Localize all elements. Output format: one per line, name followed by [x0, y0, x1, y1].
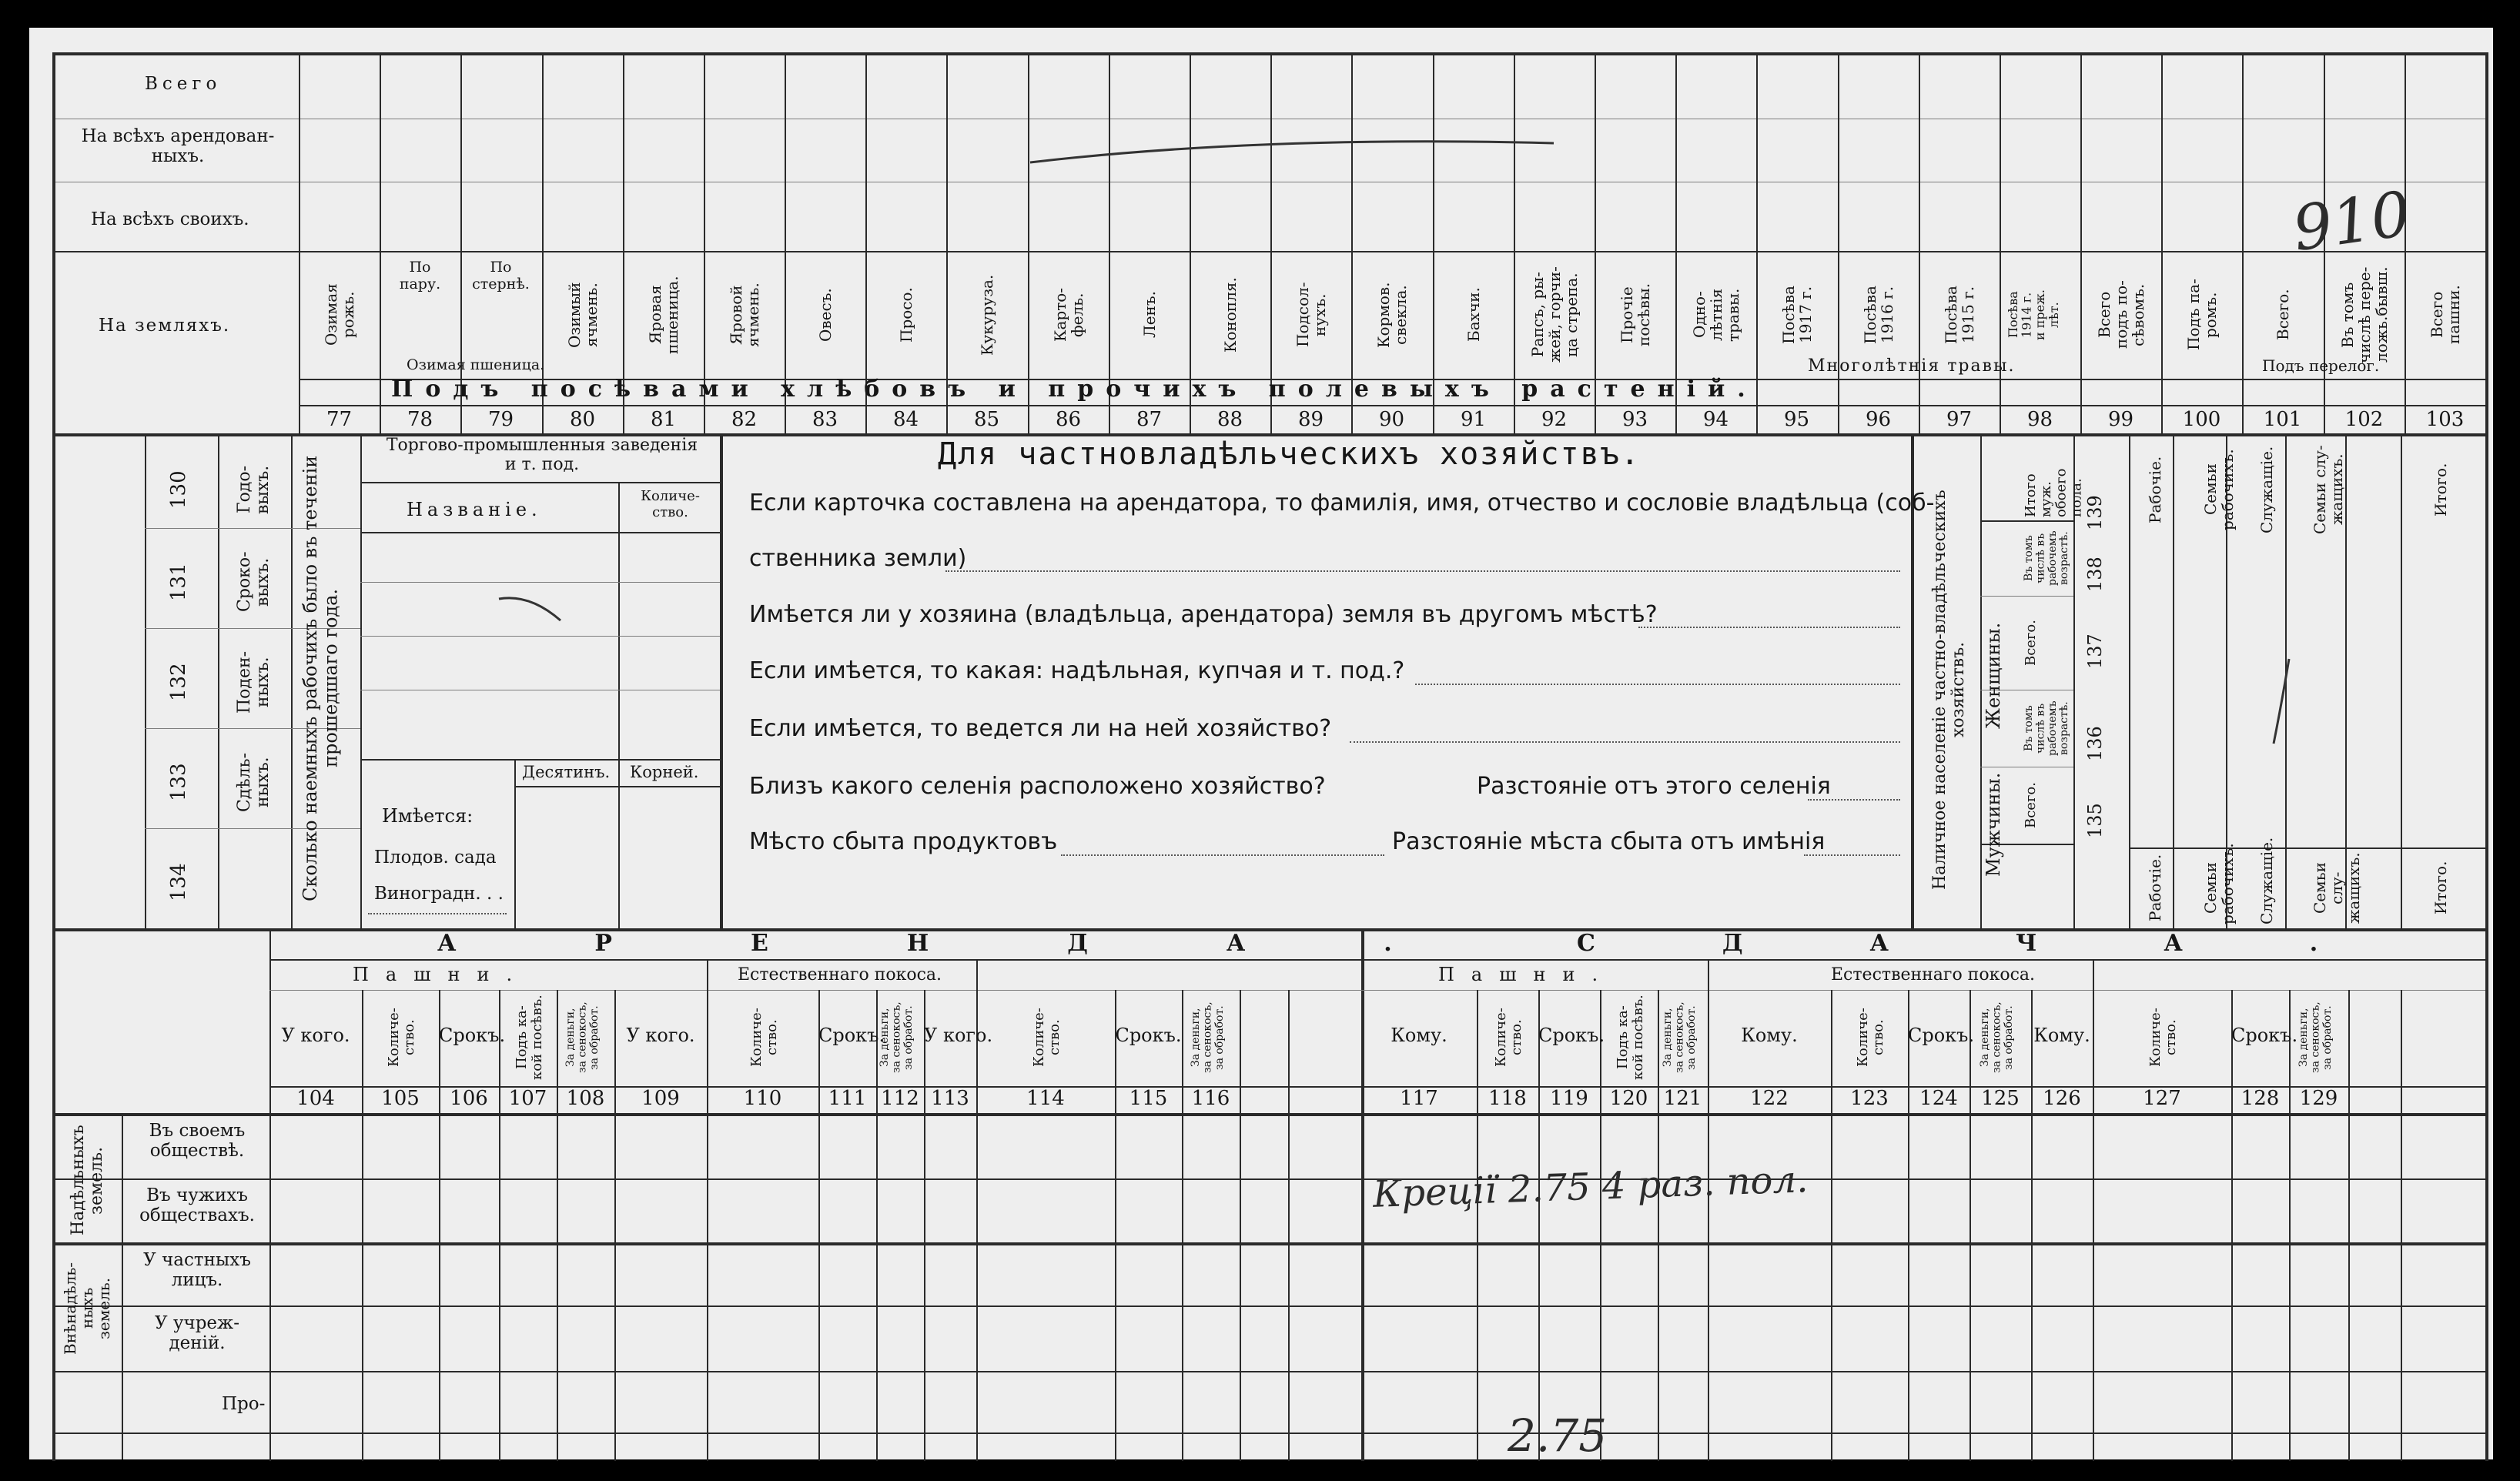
q5-distance: Разстояніе отъ этого селенія [1477, 773, 1831, 800]
staff-col-footer: Служащіе. [2257, 837, 2276, 924]
perennial-grass-header: Многолѣтнія травы. [1808, 356, 2016, 376]
column-number: 78 [407, 408, 433, 431]
crop-header-9: Кукуруза. [978, 274, 996, 356]
arenda-pashni: Пашни. [353, 964, 530, 985]
lease-col-header: Количе- ство. [1493, 1008, 1524, 1068]
column-number: 81 [650, 408, 677, 431]
column-number: 86 [1055, 408, 1082, 431]
column-number: 84 [892, 408, 919, 431]
hired-col-number: 133 [167, 763, 190, 801]
column-number: 100 [2182, 408, 2221, 431]
column-number: 79 [487, 408, 514, 431]
handwritten-entry: Креції 2.75 4 раз. пол. [1372, 1158, 1809, 1216]
staff-col-footer: Итого. [2431, 861, 2450, 915]
column-number: 99 [2107, 408, 2134, 431]
q5-village: Близъ какого селенія расположено хозяйство? [749, 773, 1326, 800]
crop-header-22: Посѣва 1914 г. и преж. лѣт. [2006, 289, 2061, 340]
lease-col-header: Количе- ство. [2147, 1008, 2179, 1068]
column-number: 102 [2344, 408, 2384, 431]
population-col-number: 135 [2084, 803, 2106, 838]
q6-distance: Разстояніе мѣста сбыта отъ имѣнія [1392, 828, 1826, 855]
lease-col-header: Количе- ство. [748, 1008, 780, 1068]
row-label-leased: На всѣхъ арендован- ныхъ. [81, 126, 275, 166]
lease-col-header: У кого. [626, 1025, 695, 1046]
lease-col-header: Подъ ка- кой посѣвъ. [514, 995, 545, 1081]
staff-col-header: Служащіе. [2257, 446, 2276, 533]
lease-col-header: Кому. [1391, 1025, 1447, 1046]
column-number: 90 [1378, 408, 1405, 431]
lease-col-number: 124 [1919, 1087, 1958, 1110]
crop-header-18: Одно- лѣтнія травы. [1690, 288, 1742, 342]
crop-header-13: Подсол- нухъ. [1293, 282, 1329, 348]
orchard-label: Плодов. сада [374, 847, 497, 868]
hired-col-label: Годо- выхъ. [235, 465, 273, 514]
sown-band: Подъ посѣвами хлѣбовъ и прочихъ полевыхъ растеній. [391, 376, 1758, 403]
row-other: Про- [222, 1394, 266, 1414]
women-label: Женщины. [1983, 622, 2004, 730]
hired-col-number: 131 [167, 563, 190, 601]
trade-title: Торгово-промышленныя заведенія и т. под. [386, 436, 698, 474]
column-number: 98 [2026, 408, 2053, 431]
population-col-number: 138 [2084, 557, 2106, 592]
crop-header-16: Рапсъ, ры- жей, горчи- ца стрепа. [1528, 266, 1581, 363]
q6-market: Мѣсто сбыта продуктовъ [749, 828, 1058, 855]
column-number: 88 [1216, 408, 1243, 431]
lease-col-number: 127 [2143, 1087, 2181, 1110]
crop-header-19: Посѣва 1917 г. [1779, 286, 1815, 344]
lease-col-header: За деньги, за сенокосъ, за обработ. [1190, 1001, 1226, 1074]
lease-col-number: 119 [1550, 1087, 1588, 1110]
crop-header-10: Карто- фель. [1051, 287, 1086, 343]
hired-col-number: 132 [167, 663, 190, 701]
column-number: 87 [1136, 408, 1163, 431]
column-number: 92 [1541, 408, 1568, 431]
sdacha-pokos: Естественнаго покоса. [1831, 965, 2036, 985]
crop-header-5: Яровая пшеница. [646, 276, 681, 354]
lease-col-number: 108 [566, 1087, 605, 1110]
lease-col-number: 125 [1981, 1087, 2020, 1110]
census-card [29, 28, 2493, 1462]
column-number: 103 [2425, 408, 2465, 431]
row-own-society: Въ своемъ обществѣ. [149, 1121, 246, 1161]
arenda-pokos: Естественнаго покоса. [738, 965, 942, 985]
handwritten-total: 2.75 [1508, 1409, 1608, 1462]
lease-col-header: За деньги, за сенокосъ, за обработ. [564, 1001, 601, 1074]
crop-header-8: Просо. [897, 287, 915, 343]
column-number: 91 [1460, 408, 1487, 431]
hired-col-label: Сдѣль- ныхъ. [235, 752, 273, 812]
hired-workers-caption: Сколько наемныхъ рабочихъ было въ теченіи прошедшаго года. [300, 455, 342, 901]
staff-col-header: Семьи рабочихъ. [2201, 449, 2237, 530]
lease-col-number: 104 [296, 1087, 335, 1110]
lease-col-header: За деньги, за сенокосъ, за обработ. [2297, 1001, 2334, 1074]
lease-col-header: Срокъ. [2231, 1025, 2298, 1046]
crop-header-3: По стернѣ. [472, 259, 530, 293]
pen-strokes [29, 28, 2493, 1459]
vineyard-label: Виноградн. . . [374, 884, 504, 904]
has-label: Имѣется: [382, 805, 474, 827]
population-subheader: Въ томъ числѣ въ рабочемъ возрастѣ. [2023, 530, 2071, 586]
column-number: 85 [973, 408, 1000, 431]
staff-col-footer: Рабочіе. [2146, 854, 2164, 922]
arenda-header: АРЕНДА. [437, 930, 1531, 957]
row-label-on-lands: На земляхъ. [99, 316, 231, 336]
staff-col-footer: Семьи рабочихъ. [2201, 843, 2237, 924]
column-number: 93 [1621, 408, 1648, 431]
lease-col-header: Срокъ. [1115, 1025, 1182, 1046]
lease-col-header: Срокъ. [1908, 1025, 1975, 1046]
crop-header-26: Въ томъ числѣ пере- ложь.бывш. [2338, 266, 2391, 363]
column-number: 80 [569, 408, 596, 431]
crop-header-17: Прочіе посѣвы. [1618, 282, 1653, 347]
column-number: 101 [2263, 408, 2302, 431]
lease-col-header: За деньги, за сенокосъ, за обработ. [878, 1001, 915, 1074]
crop-header-2: По пару. [399, 259, 441, 293]
column-number: 94 [1702, 408, 1729, 431]
lease-col-header: Количе- ство. [386, 1008, 417, 1068]
korney-header: Корней. [630, 763, 699, 781]
population-caption: Наличное населеніе частно-владѣльческихъ хозяйствъ. [1930, 490, 1969, 890]
lease-col-header: Срокъ. [1538, 1025, 1605, 1046]
lease-col-header: За деньги, за сенокосъ, за обработ. [1979, 1001, 2015, 1074]
lease-col-number: 116 [1191, 1087, 1230, 1110]
q3-land-type: Если имѣется, то какая: надѣльная, купчая и т. под.? [749, 657, 1405, 684]
hired-col-label: Поден- ныхъ. [235, 650, 273, 714]
row-other-societies: Въ чужихъ обществахъ. [139, 1185, 255, 1225]
crop-header-7: Овесъ. [816, 288, 835, 342]
lease-col-number: 129 [2299, 1087, 2338, 1110]
staff-col-header: Семьи слу- жащихъ. [2311, 445, 2346, 534]
crop-header-14: Кормов. свекла. [1374, 282, 1410, 348]
crop-header-11: Ленъ. [1140, 291, 1159, 339]
staff-col-footer: Семьи слу- жащихъ. [2311, 852, 2363, 924]
hired-col-number: 134 [167, 863, 190, 901]
lease-col-header: Количе- ство. [1031, 1008, 1063, 1068]
crop-header-12: Конопля. [1221, 277, 1240, 353]
crop-header-4: Озимый ячмень. [565, 282, 601, 348]
lease-col-number: 123 [1850, 1087, 1889, 1110]
population-subheader: Въ томъ числѣ въ рабочемъ возрастѣ. [2023, 700, 2071, 756]
fallow-header: Подъ перелог. [2262, 356, 2380, 375]
lease-col-number: 128 [2241, 1087, 2280, 1110]
crop-header-27: Всего пашни. [2428, 285, 2463, 345]
desyatin-header: Десятинъ. [522, 763, 611, 781]
lease-col-number: 120 [1609, 1087, 1648, 1110]
lease-col-number: 106 [450, 1087, 488, 1110]
row-institutions: У учреж- деній. [155, 1313, 239, 1353]
lease-col-number: 121 [1663, 1087, 1702, 1110]
trade-name-header: Названіе. [407, 499, 542, 520]
lease-col-header: Кому. [2033, 1025, 2090, 1046]
non-allotment-lands-label: Внѣнадѣль- ныхъ земель. [61, 1262, 113, 1355]
population-subheader: Итого муж. обоего пола. [2023, 468, 2085, 517]
crop-header-20: Посѣва 1916 г. [1861, 286, 1896, 344]
lease-col-number: 118 [1488, 1087, 1527, 1110]
population-subheader: Всего. [2023, 782, 2039, 828]
lease-col-number: 112 [881, 1087, 919, 1110]
staff-col-header: Рабочіе. [2146, 456, 2164, 523]
lease-col-header: Срокъ. [818, 1025, 885, 1046]
lease-col-header: Количе- ство. [1855, 1008, 1886, 1068]
column-number: 83 [812, 408, 838, 431]
section-title: Для частновладѣльческихъ хозяйствъ. [938, 436, 1641, 472]
lease-col-number: 122 [1750, 1087, 1789, 1110]
lease-col-header: Кому. [1741, 1025, 1798, 1046]
crop-header-15: Бахчи. [1464, 287, 1483, 343]
lease-col-number: 111 [828, 1087, 867, 1110]
lease-col-number: 126 [2043, 1087, 2081, 1110]
row-label-total: Всего [145, 74, 222, 94]
trade-qty-header: Количе- ство. [641, 488, 700, 520]
row-private-persons: У частныхъ лицъ. [143, 1250, 251, 1290]
column-number: 82 [731, 408, 758, 431]
lease-col-number: 109 [641, 1087, 680, 1110]
men-label: Мужчины. [1983, 772, 2004, 877]
crop-header-1: Озимая рожь. [322, 283, 357, 346]
crop-header-23: Всего подъ по- сѣвомъ. [2095, 280, 2147, 349]
lease-col-number: 107 [508, 1087, 547, 1110]
lease-col-number: 115 [1129, 1087, 1168, 1110]
lease-col-header: Срокъ. [439, 1025, 506, 1046]
lease-col-number: 105 [381, 1087, 420, 1110]
q1-line1: Если карточка составлена на арендатора, то фамилія, имя, отчество и сословіе владѣльца (соб- [749, 490, 1935, 517]
lease-col-number: 117 [1400, 1087, 1438, 1110]
lease-col-header: У кого. [281, 1025, 350, 1046]
allotment-lands-label: Надѣльныхъ земель. [69, 1125, 107, 1236]
hired-col-number: 130 [167, 470, 190, 509]
lease-col-number: 114 [1026, 1087, 1065, 1110]
sdacha-pashni: Пашни. [1438, 964, 1615, 985]
hired-col-label: Сроко- выхъ. [235, 551, 273, 613]
q4-farming: Если имѣется, то ведется ли на ней хозяйство? [749, 715, 1332, 742]
population-col-number: 137 [2084, 634, 2106, 669]
column-number: 77 [326, 408, 353, 431]
population-col-number: 136 [2084, 726, 2106, 761]
crop-header-21: Посѣва 1915 г. [1942, 286, 1977, 344]
crop-header-6: Яровой ячмень. [727, 282, 762, 347]
column-number: 97 [1946, 408, 1973, 431]
staff-col-header: Итого. [2431, 463, 2450, 517]
sdacha-header: СДАЧА. [1577, 930, 2445, 957]
lease-col-header: У кого. [924, 1025, 993, 1046]
crop-header-24: Подъ па- ромъ. [2184, 279, 2220, 351]
column-number: 96 [1865, 408, 1892, 431]
crop-header-25: Всего. [2274, 289, 2292, 341]
population-subheader: Всего. [2023, 620, 2039, 666]
lease-col-header: За деньги, за сенокосъ, за обработ. [1662, 1001, 1698, 1074]
row-label-own: На всѣхъ своихъ. [91, 209, 249, 229]
winter-wheat-header: Озимая пшеница. [407, 356, 545, 373]
population-col-number: 139 [2084, 495, 2106, 530]
lease-col-header: Подъ ка- кой посѣвъ. [1615, 995, 1646, 1081]
lease-col-number: 110 [743, 1087, 782, 1110]
column-number: 89 [1297, 408, 1324, 431]
column-number: 95 [1783, 408, 1810, 431]
lease-col-number: 113 [931, 1087, 969, 1110]
q2-other-land: Имѣется ли у хозяина (владѣльца, арендатора) земля въ другомъ мѣстѣ? [749, 601, 1658, 628]
handwritten-corner-number: 910 [2288, 177, 2415, 266]
q1-line2: ственника земли) [749, 545, 967, 572]
